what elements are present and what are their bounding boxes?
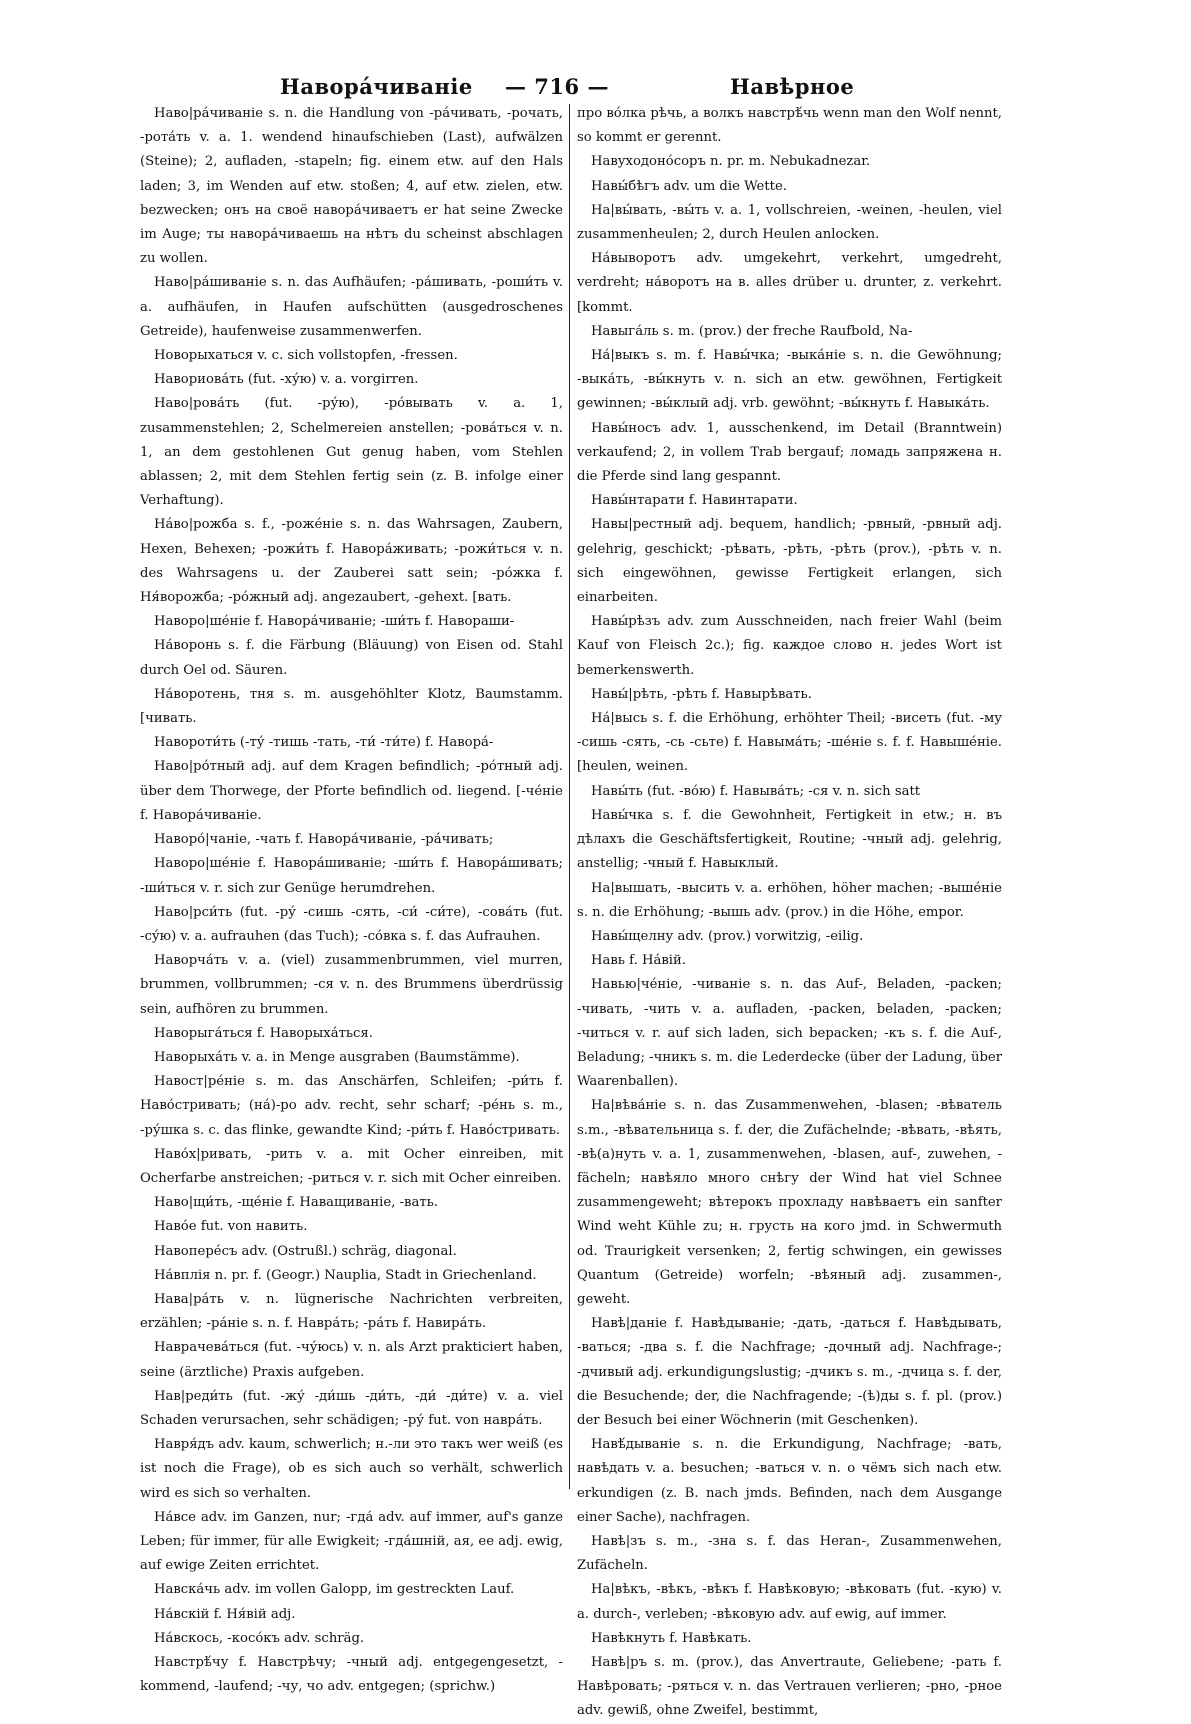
dictionary-entry: Навы́рѣзъ adv. zum Ausschneiden, nach freier Wahl (beim Kauf von Fleisch 2c.); fig. каждое слово н. jedes Wort ist bemerkenswerth. bbox=[577, 614, 1002, 678]
dictionary-entry: Нава|ра́ть v. n. lügnerische Nachrichten verbreiten, erzählen; -ра́ніе s. n. f. Навра́ть; -ра́ть f. Навира́ть. bbox=[140, 1291, 563, 1332]
dictionary-entry: На|вѣва́ніе s. n. das Zusammenwehen, -blasen; -вѣватель s.m., -вѣвательница s. f. der, die Zufächelnde; -вѣвать, -вѣять, -вѣ(а)нуть v. a. 1, zusammenwehen, -blasen, auf-, zuwehen, -fächeln; навѣяло много снѣгу der Wind hat viel Schnee zusammengeweht; вѣтерокъ прохладу навѣваетъ ein sanfter Wind weht Kühle zu; н. грусть на кого jmd. in Schwermuth od. Traurigkeit versenken; 2, fertig schwingen, ein gewisses Quantum (Getreide) worfeln; -вѣяный adj. zusammen-, geweht. bbox=[577, 1098, 1002, 1307]
page-number: — 716 — bbox=[505, 74, 609, 99]
dictionary-entry: Наворча́ть v. a. (viel) zusammenbrummen, viel murren, brummen, vollbrummen; -ся v. n. des Brummens überdrüssig sein, aufhören zu brummen. bbox=[140, 953, 563, 1017]
dictionary-entry: Новорыхаться v. c. sich vollstopfen, -fressen. bbox=[154, 348, 458, 364]
dictionary-entry: Навы́носъ adv. 1, ausschenkend, im Detail (Branntwein) verkaufend; 2, in vollem Trab bergauf; ломадь запряжена н. die Pferde sind lang gespannt. bbox=[577, 420, 1002, 485]
dictionary-entry: Наво|ра́шиваніе s. n. das Aufhäufen; -ра́шивать, -роши́ть v. a. aufhäufen, in Haufen aufschütten (ausgedroschenes Getreide), haufenweise zusammenwerfen. bbox=[140, 275, 563, 339]
dictionary-entry: Навороти́ть (-ту́ -тишь -тать, -ти́ -ти́те) f. Навора́- bbox=[154, 735, 494, 751]
dictionary-entry: про во́лка рѣчь, а волкъ навстрѣ́чь wenn man den Wolf nennt, so kommt er gerennt. bbox=[577, 106, 1002, 146]
dictionary-entry: Навѣ|даніе f. Навѣдываніе; -дать, -даться f. Навѣдывать, -ваться; -два s. f. die Nachfrage; -дочный adj. Nachfrage-; -дчивый adj. erkundigungslustig; -дчикъ s. m., -дчица s. f. der, die Besuchende; der, die Nachfragende; -(ѣ)ды s. f. pl. (prov.) der Besuch bei einer Wöchnerin (mit Geschenken). bbox=[577, 1316, 1002, 1428]
dictionary-entry: Навѣкнуть f. Навѣкать. bbox=[591, 1630, 752, 1646]
dictionary-entry: Навстрѣ́чу f. Навстрѣчу; -чный adj. entgegengesetzt, -kommend, -laufend; -чу, чо adv. entgegen; (sprichw.) bbox=[140, 1655, 563, 1695]
dictionary-entry: Навуходоно́соръ n. pr. m. Nebukadnezar. bbox=[591, 154, 871, 170]
dictionary-entry: Навы́бѣгъ adv. um die Wette. bbox=[591, 178, 787, 194]
column-divider bbox=[569, 104, 570, 1489]
dictionary-entry: На́выворотъ adv. umgekehrt, verkehrt, umgedreht, verdreht; на́воротъ на в. alles drüber u. drunter, z. verkehrt. [kommt. bbox=[577, 251, 1002, 315]
dictionary-entry: На́воронь s. f. die Färbung (Bläuung) von Eisen od. Stahl durch Oel od. Säuren. bbox=[140, 638, 563, 678]
dictionary-entry: Наворо|ше́ніе f. Навора́чиваніе; -ши́ть f. Навораши- bbox=[154, 614, 515, 630]
dictionary-entry: Навы́нтарати f. Навинтарати. bbox=[591, 493, 798, 509]
right-running-headword: Навѣрное bbox=[730, 74, 855, 99]
dictionary-entry: Наво|ро́тный adj. auf dem Kragen befindlich; -ро́тный adj. über dem Thorwege, der Pforte befindlich od. liegend. [-че́ніе f. Навора́чиваніе. bbox=[140, 759, 563, 823]
dictionary-entry: Навѣ|ръ s. m. (prov.), das Anvertraute, Geliebene; -рать f. Навѣровать; -ряться v. n. das Vertrauen verlieren; -рно, -рное adv. gewiß, ohne Zweifel, bestimmt, bbox=[577, 1655, 1002, 1719]
dictionary-entry: Нав|реди́ть (fut. -жу́ -ди́шь -ди́ть, -ди́ -ди́те) v. a. viel Schaden verursachen, sehr schädigen; -ру́ fut. von навра́ть. bbox=[140, 1388, 563, 1428]
dictionary-entry: Навы́щелну adv. (prov.) vorwitzig, -eilig. bbox=[591, 928, 864, 944]
dictionary-entry: Наворо|ше́ніе f. Навора́шиваніе; -ши́ть f. Навора́шивать; -ши́ться v. r. sich zur Genüge herumdrehen. bbox=[140, 856, 563, 896]
right-column bbox=[577, 102, 1002, 1719]
dictionary-entry: Наврачева́ться (fut. -чу́юсь) v. n. als Arzt prakticiert haben, seine (ärztliche) Praxis aufgeben. bbox=[140, 1340, 563, 1380]
dictionary-entry: На|вышать, -высить v. a. erhöhen, höher machen; -выше́ніе s. n. die Erhöhung; -вышь adv. (prov.) in die Höhe, empor. bbox=[577, 880, 1002, 920]
dictionary-entry: На́все adv. im Ganzen, nur; -гда́ adv. auf immer, auf's ganze Leben; für immer, für alle Ewigkeit; -гда́шній, ая, ее adj. ewig, auf ewige Zeiten errichtet. bbox=[140, 1509, 563, 1574]
dictionary-entry: Навы́чка s. f. die Gewohnheit, Fertigkeit in etw.; н. въ дѣлахъ die Geschäftsfertigkeit, Routine; -чный adj. gelehrig, anstellig; -чный f. Навыклый. bbox=[577, 807, 1002, 872]
dictionary-entry: Наво́е fut. von навить. bbox=[154, 1219, 308, 1235]
dictionary-entry: Наво|рова́ть (fut. -ру́ю), -ро́вывать v. a. 1, zusammenstehlen; 2, Schelmereien anstellen; -рова́ться v. n. 1, an dem gestohlenen Gut genug haben, vom Stehlen ablassen; 2, mit dem Stehlen fertig sein (z. B. infolge einer Verhaftung). bbox=[140, 396, 563, 509]
dictionary-entry: Навopыга́ться f. Наворыха́ться. bbox=[154, 1025, 373, 1041]
dictionary-entry: Нáво|рожба s. f., -роже́ніе s. n. das Wahrsagen, Zaubern, Hexen, Behexen; -рожи́ть f. Навора́живать; -рожи́ться v. n. des Wahrsagens u. der Zauberei satt sein; -ро́жка f. Ня́ворожба; -ро́жный adj. angezaubert, -gehext. [вать. bbox=[140, 517, 563, 606]
dictionary-entry: Навы́ть (fut. -во́ю) f. Навыва́ть; -ся v. n. sich satt bbox=[591, 783, 921, 799]
dictionary-entry: На|вѣкъ, -вѣкъ, -вѣкъ f. Навѣковую; -вѣковать (fut. -кую) v. a. durch-, verleben; -вѣковую adv. auf ewig, auf immer. bbox=[577, 1582, 1002, 1622]
dictionary-entry: На|вы́вать, -вы́ть v. a. 1, vollschreien, -weinen, -heulen, viel zusammenheulen; 2, durch Heulen anlocken. bbox=[577, 202, 1002, 243]
dictionary-entry: На́|высь s. f. die Erhöhung, erhöhter Theil; -висеть (fut. -му -сишь -сять, -сь -сьте) f. Навыма́ть; -ше́ніе s. f. f. Навыше́ніе. [heulen, weinen. bbox=[577, 711, 1002, 775]
dictionary-entry: На́вскось, -косо́къ adv. schräg. bbox=[154, 1630, 365, 1646]
dictionary-entry: Навo|щи́ть, -ще́ніе f. Наващиваніе, -вать. bbox=[154, 1195, 438, 1211]
dictionary-entry: Навѣ́дываніе s. n. die Erkundigung, Nachfrage; -вать, навѣдать v. a. besuchen; -ваться v. n. о чёмъ sich nach etw. erkundigen (z. B. nach jmds. Befinden, nach dem Ausgange einer Sache), nachfragen. bbox=[577, 1437, 1002, 1525]
dictionary-entry: Навѣ|зъ s. m., -зна s. f. das Heran-, Zusammenwehen, Zufächeln. bbox=[577, 1533, 1002, 1574]
left-column bbox=[140, 102, 563, 1695]
dictionary-entry: На́вплія n. pr. f. (Geogr.) Nauplia, Stadt in Griechenland. bbox=[154, 1267, 537, 1283]
dictionary-entry: Навска́чь adv. im vollen Galopp, im gestreckten Lauf. bbox=[154, 1582, 515, 1598]
dictionary-entry: Навoро́|чаніе, -чать f. Навора́чиваніе, -ра́чивать; bbox=[154, 832, 494, 848]
dictionary-entry: Навь f. На́вій. bbox=[591, 953, 686, 969]
dictionary-entry: Навыга́ль s. m. (prov.) der freche Raufbold, Na- bbox=[591, 323, 913, 339]
left-running-headword: Навора́чиваніе bbox=[280, 74, 473, 99]
dictionary-entry: Навориова́ть (fut. -ху́ю) v. a. vorgirren. bbox=[154, 372, 419, 388]
dictionary-entry: Наво|рси́ть (fut. -ру́ -сишь -сять, -си́ -си́те), -сова́ть (fut. -су́ю) v. a. aufrauhen (das Tuch); -со́вка s. f. das Aufrauhen. bbox=[140, 904, 563, 944]
dictionary-entry: Навопере́съ adv. (Ostrußl.) schräg, diagonal. bbox=[154, 1243, 457, 1259]
dictionary-entry: Навью|че́ніе, -чиваніе s. n. das Auf-, Beladen, -packen; -чивать, -чить v. a. aufladen, -packen, beladen, -packen; -читься v. r. auf sich laden, sich bepacken; -къ s. f. die Auf-, Beladung; -чникъ s. m. die Lederdecke (über der Ladung, über Waarenballen). bbox=[577, 977, 1002, 1090]
dictionary-entry: На́|выкъ s. m. f. Навы́чка; -выка́ніе s. n. die Gewöhnung; -выка́ть, -вы́кнуть v. n. sich an etw. gewöhnen, Fertigkeit gewinnen; -вы́клый adj. vrb. gewöhnt; -вы́кнуть f. Навыка́ть. bbox=[577, 348, 1002, 412]
dictionary-entry: Навы́|рѣть, -рѣть f. Навырѣвать. bbox=[591, 686, 812, 702]
dictionary-entry: Наво́х|ривать, -рить v. a. mit Ocher einreiben, mit Ocherfarbe anstreichen; -риться v. r. sich mit Ocher einreiben. bbox=[140, 1146, 563, 1186]
dictionary-entry: Навы|рестный adj. bequem, handlich; -рвный, -рвный adj. gelehrig, geschickt; -рѣвать, -рѣть, -рѣть (prov.), -рѣть v. n. sich eingewöhnen, gewisse Fertigkeit erlangen, sich einarbeiten. bbox=[577, 517, 1002, 606]
dictionary-entry: Навря́дъ adv. kaum, schwerlich; н.-ли это такъ wer weiß (es ist noch die Frage), ob es sich auch so verhält, schwerlich wird es sich so verhalten. bbox=[140, 1437, 563, 1501]
dictionary-entry: На́вскій f. Ня́вій adj. bbox=[154, 1606, 296, 1622]
dictionary-entry: На́воротень, тня s. m. ausgehöhlter Klotz, Baumstamm. [чивать. bbox=[140, 686, 563, 727]
dictionary-entry: Навoрыха́ть v. a. in Menge ausgraben (Baumstämme). bbox=[154, 1049, 520, 1065]
dictionary-entry: Навост|ре́ніе s. m. das Anschärfen, Schleifen; -ри́ть f. Наво́стривать; (на́)-ро adv. recht, sehr scharf; -ре́нь s. m., -ру́шка s. c. das flinke, gewandte Kind; -ри́ть f. Наво́стривать. bbox=[140, 1074, 563, 1138]
dictionary-entry: Наво|ра́чиваніе s. n. die Handlung von -ра́чивать, -рочать, -рота́ть v. a. 1. wendend hinaufschieben (Last), aufwälzen (Steine); 2, aufladen, -stapeln; fig. einem etw. auf den Hals laden; 3, im Wenden auf etw. stoßen; 4, auf etw. zielen, etw. bezwecken; онъ на своё навора́чиваетъ er hat seine Zwecke im Auge; ты навора́чиваешь на нѣтъ du scheinst abschlagen zu wollen. bbox=[140, 106, 563, 267]
dictionary-page bbox=[140, 60, 1010, 1719]
